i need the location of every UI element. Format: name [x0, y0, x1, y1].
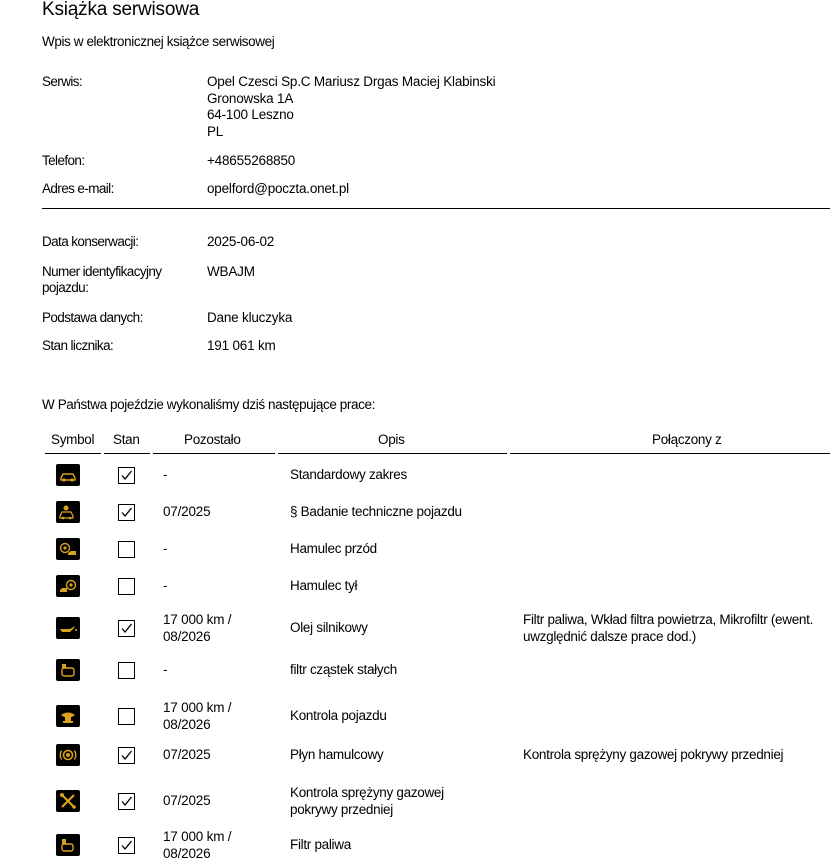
brake-fluid-icon	[56, 744, 80, 766]
remaining-cell-line: -	[163, 541, 168, 556]
service-label: Serwis:	[42, 74, 83, 89]
tools-icon	[56, 790, 80, 812]
odometer-value: 191 061 km	[207, 338, 276, 353]
table-row	[0, 531, 830, 567]
header-rule-linked	[510, 453, 830, 454]
status-checkbox[interactable]	[118, 747, 135, 764]
service-name: Opel Czesci Sp.C Mariusz Drgas Maciej Klabinski	[207, 74, 496, 89]
header-rule-description	[278, 453, 507, 454]
description-cell	[290, 578, 357, 595]
description-cell-line: Kontrola pojazdu	[290, 708, 387, 723]
work-intro: W Państwa pojeździe wykonaliśmy dziś następujące prace:	[42, 397, 375, 412]
remaining-cell	[163, 612, 231, 645]
description-cell	[290, 747, 383, 764]
status-checkbox[interactable]	[118, 504, 135, 521]
service-street: Gronowska 1A	[207, 90, 294, 106]
page-title: Książka serwisowa	[42, 0, 200, 20]
description-cell-line: pokrywy przedniej	[290, 801, 393, 817]
status-checkbox[interactable]	[118, 837, 135, 854]
front-brake-icon	[56, 538, 80, 560]
car-icon	[56, 464, 80, 486]
header-rule-remaining	[153, 453, 275, 454]
table-row	[0, 827, 830, 863]
email-label: Adres e-mail:	[42, 181, 114, 196]
remaining-cell-line: 08/2026	[163, 845, 211, 861]
description-cell-line: Hamulec przód	[290, 541, 377, 556]
service-country: PL	[207, 123, 224, 139]
table-row	[0, 457, 830, 493]
header-description: Opis	[378, 432, 405, 447]
remaining-cell	[163, 467, 167, 484]
oil-can-icon	[56, 617, 80, 639]
header-linked: Połączony z	[652, 432, 722, 447]
phone-label: Telefon:	[42, 153, 85, 168]
fuel-filter-icon	[56, 834, 80, 856]
remaining-cell	[163, 541, 167, 558]
remaining-cell	[163, 747, 210, 764]
description-cell	[290, 620, 368, 637]
description-cell	[290, 837, 351, 854]
header-status: Stan	[113, 432, 140, 447]
email-value: opelford@poczta.onet.pl	[207, 181, 349, 196]
status-checkbox[interactable]	[118, 662, 135, 679]
header-rule-symbol	[45, 453, 101, 454]
remaining-cell-line: 08/2026	[163, 716, 211, 732]
table-row	[0, 652, 830, 688]
table-row	[0, 694, 830, 738]
odometer-label: Stan licznika:	[42, 338, 114, 353]
header-remaining: Pozostało	[184, 432, 241, 447]
remaining-cell-line: 08/2026	[163, 628, 211, 644]
basis-value: Dane kluczyka	[207, 310, 293, 325]
linked-cell-line: Filtr paliwa, Wkład filtra powietrza, Mikrofiltr (ewent.	[523, 612, 814, 627]
status-checkbox[interactable]	[118, 708, 135, 725]
vin-value: WBAJM	[207, 264, 255, 279]
page-subtitle: Wpis w elektronicznej książce serwisowej	[42, 34, 275, 49]
table-row	[0, 606, 830, 650]
table-row	[0, 568, 830, 604]
description-cell-line: Olej silnikowy	[290, 620, 368, 635]
remaining-cell-line: 07/2025	[163, 793, 211, 808]
description-cell	[290, 467, 407, 484]
vin-label-line1: Numer identyfikacyjny	[42, 264, 162, 279]
service-city: 64-100 Leszno	[207, 107, 294, 122]
rear-brake-icon	[56, 575, 80, 597]
description-cell-line: § Badanie techniczne pojazdu	[290, 504, 462, 519]
status-checkbox[interactable]	[118, 578, 135, 595]
linked-cell-line: uwzględnić dalsze prace dod.)	[523, 628, 696, 644]
remaining-cell-line: 17 000 km /	[163, 829, 232, 844]
remaining-cell-line: -	[163, 578, 168, 593]
vin-label-line2: pojazdu:	[42, 280, 89, 295]
remaining-cell-line: -	[163, 662, 168, 677]
description-cell-line: Płyn hamulcowy	[290, 747, 384, 762]
linked-cell	[523, 747, 830, 764]
table-row	[0, 494, 830, 530]
linked-cell-line: Kontrola sprężyny gazowej pokrywy przedniej	[523, 747, 784, 762]
remaining-cell	[163, 662, 167, 679]
header-rule-status	[104, 453, 150, 454]
divider	[42, 208, 830, 209]
table-row	[0, 779, 830, 823]
description-cell-line: Filtr paliwa	[290, 837, 351, 852]
remaining-cell	[163, 700, 231, 733]
remaining-cell-line: 17 000 km /	[163, 700, 232, 715]
basis-label: Podstawa danych:	[42, 310, 143, 325]
remaining-cell-line: 07/2025	[163, 747, 211, 762]
phone-value: +48655268850	[207, 153, 296, 168]
description-cell	[290, 541, 377, 558]
header-symbol: Symbol	[51, 432, 95, 447]
date-value: 2025-06-02	[207, 234, 275, 249]
status-checkbox[interactable]	[118, 467, 135, 484]
remaining-cell	[163, 793, 210, 810]
description-cell	[290, 504, 462, 521]
remaining-cell-line: -	[163, 467, 168, 482]
description-cell	[290, 785, 444, 818]
status-checkbox[interactable]	[118, 793, 135, 810]
table-row	[0, 737, 830, 773]
remaining-cell	[163, 829, 231, 862]
remaining-cell	[163, 504, 210, 521]
status-checkbox[interactable]	[118, 620, 135, 637]
date-label: Data konserwacji:	[42, 234, 139, 249]
remaining-cell-line: 07/2025	[163, 504, 211, 519]
service-address	[207, 74, 495, 140]
particulate-filter-icon	[56, 659, 80, 681]
linked-cell	[523, 612, 830, 645]
description-cell-line: filtr cząstek stałych	[290, 662, 397, 677]
vehicle-check-icon	[56, 705, 80, 727]
remaining-cell	[163, 578, 167, 595]
description-cell-line: Hamulec tył	[290, 578, 358, 593]
car-inspection-icon	[56, 501, 80, 523]
description-cell	[290, 662, 397, 679]
description-cell	[290, 708, 387, 725]
description-cell-line: Kontrola sprężyny gazowej	[290, 785, 444, 800]
description-cell-line: Standardowy zakres	[290, 467, 407, 482]
status-checkbox[interactable]	[118, 541, 135, 558]
vin-label	[42, 264, 161, 296]
remaining-cell-line: 17 000 km /	[163, 612, 232, 627]
